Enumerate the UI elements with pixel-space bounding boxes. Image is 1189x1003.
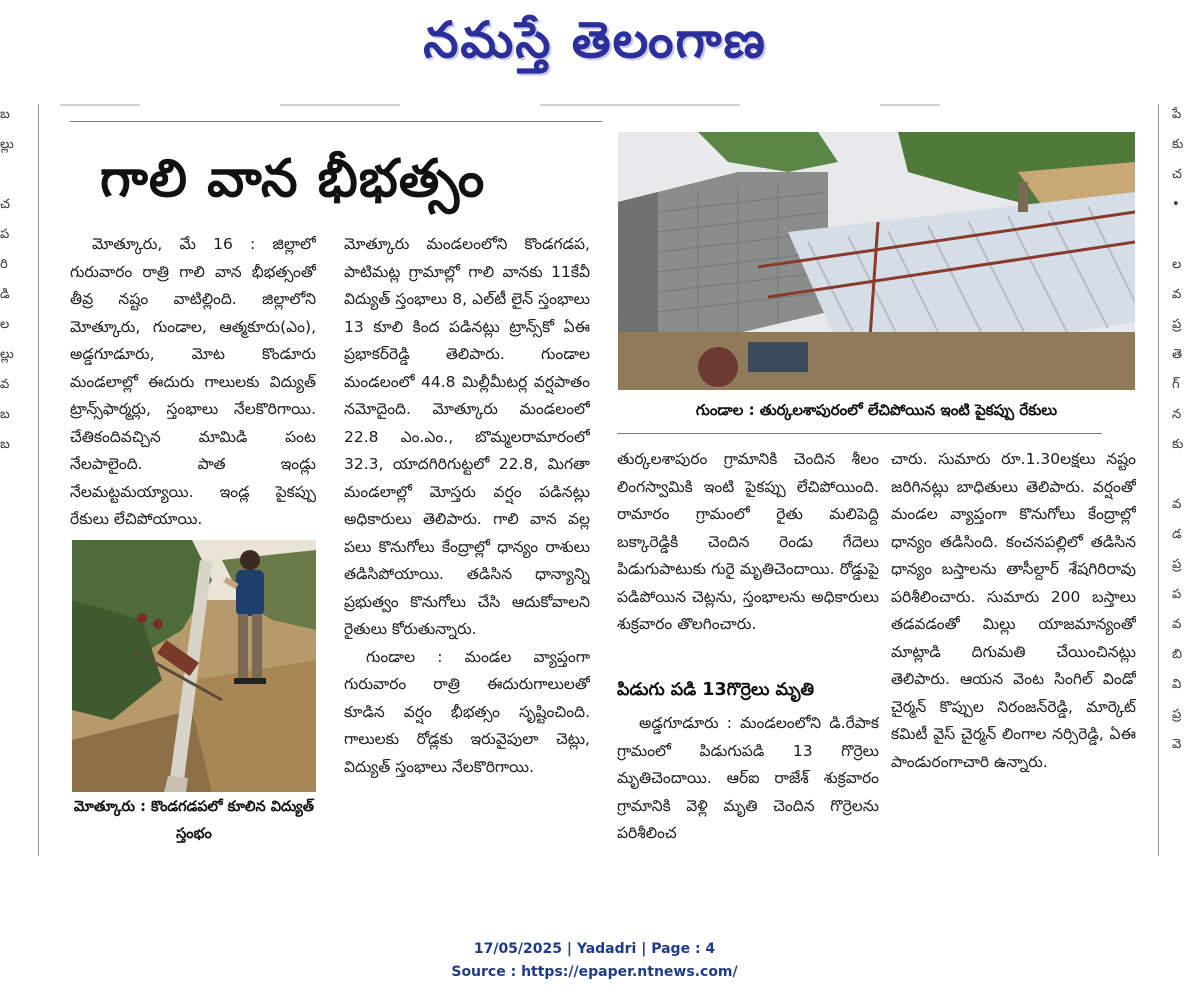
article-paragraph: చారు. సుమారు రూ.1.30లక్షలు నష్టం జరిగినట్లు బాధితులు తెలిపారు. వర్షంతో మండల వ్యాప్తంగా కొనుగోలు కేంద్రాల్లో ధాన్యం తడిసింది. కంచనపల్లిలో తడిసిన ధాన్యం బస్తాలను తాసీల్దార్ శేషగిరిరావు పరిశీలించారు. సుమారు 200 బస్తాలు తడవడంతో మిల్లు యాజమాన్యంతో మాట్లాడి దిగుమతి చేయించినట్లు తెలిపారు. ఆయన వెంట సింగిల్ విండో చైర్మన్ కొప్పుల నిరంజన్‌రెడ్డి, మార్కెట్ కమిటీ వైస్ చైర్మన్ లింగాల నర్సిరెడ్డి, ఏఈ పాండురంగాచారి ఉన్నారు. xyxy=(891,450,1136,771)
source-link[interactable]: Source : https://epaper.ntnews.com/ xyxy=(451,964,738,980)
clipped-edge-text: ల్లు xyxy=(0,137,14,152)
clipped-edge-text: రి xyxy=(0,257,8,272)
article-column-3-continued xyxy=(617,710,879,848)
clipped-edge-text: పే xyxy=(1172,107,1182,122)
article-paragraph: తుర్కలశాపురం గ్రామానికి చెందిన శీలం లింగస్వామికి ఇంటి పైకప్పు లేచిపోయింది. రామారం గ్రామంలో రైతు మలిపెద్ది బక్కారెడ్డికి చెందిన రెండు గేదెలు పిడుగుపాటుకు గురై మృతిచెందాయి. రోడ్డుపై పడిపోయిన చెట్లను, స్తంభాలను అధికారులు శుక్రవారం తొలగించారు. xyxy=(617,450,879,633)
clipped-edge-text: వ xyxy=(1172,497,1182,512)
right-photo-caption: గుండాల : తుర్కలశాపురంలో లేచిపోయిన ఇంటి పైకప్పు రేకులు xyxy=(695,401,1058,419)
clipped-edge-text: ప్ర xyxy=(1172,557,1182,572)
article-paragraph: మోత్కూరు మండలంలోని కొండగడప, పాటిమట్ల గ్రామాల్లో గాలి వానకు 11కేవీ విద్యుత్ స్తంభాలు 8, ఎల్‌టీ లైన్ స్తంభాలు 13 కూలి కింద పడినట్లు ట్రాన్స్‌కో ఏఈ ప్రభాకర్‌రెడ్డి తెలిపారు. గుండాల మండలంలో 44.8 మిల్లీమీటర్ల వర్షపాతం నమోదైంది. మోత్కూరు మండలంలో 22.8 ఎం.ఎం., బొమ్మలరామారంలో 32.3, యాదగిరిగుట్టలో 22.8, మిగతా మండలాల్లో మోస్తరు వర్షం పడినట్లు అధికారులు తెలిపారు. గాలి వాన వల్ల పలు కొనుగోలు కేంద్రాల్లో ధాన్యం రాశులు తడిసిపోయాయి. తడిసిన ధాన్యాన్ని ప్రభుత్వం కొనుగోలు చేసి ఆదుకోవాలని రైతులు కోరుతున్నారు. xyxy=(344,235,590,638)
clipped-edge-text: డి xyxy=(0,287,10,302)
clipped-edge-text: ల xyxy=(1172,257,1182,272)
clipped-edge-text: వ xyxy=(0,377,10,392)
clipped-edge-text: ప xyxy=(0,227,10,242)
left-photo-caption: మోత్కూరు : కొండగడపలో కూలిన విద్యుత్ స్తంభం xyxy=(73,799,315,842)
right-page-rule xyxy=(1158,104,1159,856)
article-column-1 xyxy=(70,231,316,535)
clipped-edge-text: బి xyxy=(1172,647,1183,662)
newspaper-masthead-logo: నమస్తే తెలంగాణ xyxy=(423,11,767,69)
clipped-edge-text xyxy=(0,160,22,190)
article-paragraph: గుండాల : మండల వ్యాప్తంగా గురువారం రాత్రి ఈదురుగాలులతో కూడిన వర్షం భీభత్సం సృష్టించింది. గాలులకు రోడ్లకు ఇరువైపులా చెట్లు, విద్యుత్ స్తంభాలు నేలకొరిగాయి. xyxy=(344,647,590,776)
edition-info: 17/05/2025 | Yadadri | Page : 4 xyxy=(473,941,716,957)
article-paragraph: అడ్డగూడూరు : మండలంలోని డి.రేపాక గ్రామంలో పిడుగుపడి 13 గొర్రెలు మృతిచెందాయి. ఆర్‌ఐ రాజేశ్ శుక్రవారం గ్రామానికి వెళ్లి మృతి చెందిన గొర్రెలను పరిశీలించ xyxy=(617,714,879,842)
fallen-electric-pole-photo xyxy=(72,540,316,792)
left-page-rule xyxy=(38,104,39,856)
article-subheading: పిడుగు పడి 13గొర్రెలు మృతి xyxy=(617,680,815,700)
caption-bottom-rule xyxy=(617,433,1102,434)
blown-roof-sheets-photo xyxy=(618,132,1135,390)
clipped-edge-text: బ xyxy=(0,407,10,422)
clipped-edge-text: ల్లు xyxy=(0,347,14,362)
clipped-edge-text: వి xyxy=(1172,677,1182,692)
clipped-edge-text: న xyxy=(1172,407,1182,422)
article-headline: గాలి వాన భీభత్సం xyxy=(100,149,486,209)
headline-top-rule xyxy=(70,121,602,122)
top-cropped-text-strip xyxy=(60,94,1160,106)
clipped-edge-text: ప్ర xyxy=(1172,317,1182,332)
article-column-2 xyxy=(344,231,590,843)
clipped-edge-text: బ xyxy=(0,437,10,452)
clipped-edge-text: తె xyxy=(1172,347,1183,362)
clipped-edge-text: గ్ xyxy=(1172,377,1180,392)
clipped-edge-text: వె xyxy=(1172,737,1182,752)
clipped-edge-text xyxy=(1172,460,1189,490)
clipped-edge-text: వ xyxy=(1172,287,1182,302)
clipped-edge-text xyxy=(1172,220,1189,250)
clipped-edge-text: ప్ర xyxy=(1172,707,1182,722)
clipped-edge-text: ప xyxy=(1172,587,1182,602)
clipped-edge-text: చ xyxy=(1172,167,1182,182)
clipped-edge-text: వ xyxy=(1172,617,1182,632)
clipped-edge-text: బ xyxy=(0,107,10,122)
article-column-4 xyxy=(891,446,1136,836)
clipped-edge-text: డ xyxy=(1172,527,1182,542)
article-column-3 xyxy=(617,446,879,672)
right-edge-clipped-column xyxy=(1172,100,1189,860)
clipped-edge-text: కు xyxy=(1172,137,1184,152)
clipped-edge-text: చ xyxy=(0,197,10,212)
left-edge-clipped-column xyxy=(0,100,22,860)
clipped-edge-text: కు xyxy=(1172,437,1184,452)
article-paragraph: మోత్కూరు, మే 16 : జిల్లాలో గురువారం రాత్రి గాలి వాన భీభత్సంతో తీవ్ర నష్టం వాటిల్లింది. జిల్లాలోని మోత్కూరు, గుండాల, ఆత్మకూరు(ఎం), అడ్డగూడూరు, మోట కొండూరు మండలాల్లో ఈదురు గాలులకు విద్యుత్ ట్రాన్స్‌ఫార్మర్లు, స్తంభాలు నేలకొరిగాయి. చేతికందివచ్చిన మామిడి పంట నేలపాలైంది. పాత ఇండ్లు నేలమట్టమయ్యాయి. ఇండ్ల పైకప్పు రేకులు లేచిపోయాయి. xyxy=(70,235,316,528)
clipped-edge-text: • xyxy=(1172,197,1180,212)
clipped-edge-text: ల xyxy=(0,317,10,332)
